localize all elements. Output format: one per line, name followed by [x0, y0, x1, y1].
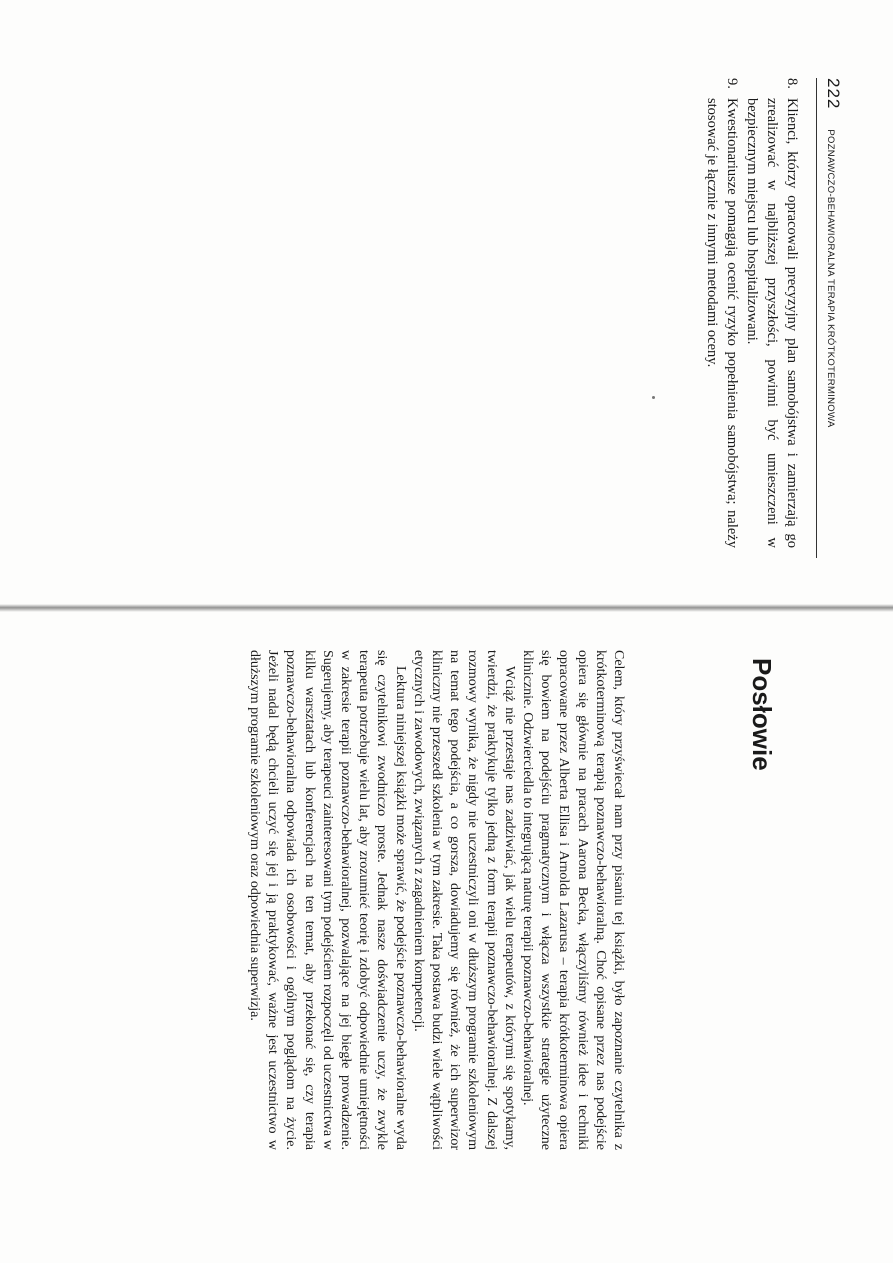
chapter-title: Posłowie [747, 658, 777, 771]
list-item [702, 78, 742, 548]
running-head-title: POZNAWCZO-BEHAWIORALNA TERAPIA KRÓTKOTERMINOWA [825, 129, 836, 428]
numbered-notes [702, 78, 802, 548]
note-text: Kwestionariusze pomagają ocenić ryzyko popełnienia samobójstwa; należy stosować je łącznie z innymi metodami oceny. [704, 98, 740, 548]
note-number: 8. [784, 78, 800, 89]
list-item [742, 78, 802, 548]
book-spine-shadow [0, 604, 893, 612]
page-number: 222 [824, 78, 843, 110]
note-text: Klienci, którzy opracowali precyzyjny plan samobójstwa i zamierzają go zrealizować w najbliższej przyszłości, powinni być umieszczeni w bezpiecznym miejscu lub hospitalizowani. [744, 98, 800, 548]
paragraph: Celem, który przyświecał nam przy pisaniu tej książki, było zapoznanie czytelnika z krótkoterminową terapią poznawczo-behawioralną. Choć opisane przez nas podejście opiera się głównie na pracach Aarona Becka, włączyliśmy również idee i techniki opracowane przez Alberta Ellisa i Arnolda Lazarusa – terapia krótkoterminowa opiera się bowiem na podejściu pragmatycznym i włącza wszystkie strategie użyteczne klinicznie. Odzwierciedla to integrującą naturę terapii poznawczo-behawioralnej. [519, 650, 626, 1150]
right-page [23, 650, 843, 1170]
paragraph: Wciąż nie przestaje nas zadziwiać, jak wielu terapeutów, z którymi się spotykamy, twierdzi, że praktykuje tylko jedną z form terapii poznawczo-behawioralnej. Z dalszej rozmowy wynika, że nigdy nie uczestniczyli oni w dłuższym programie szkoleniowym na temat tego podejścia, a co gorsza, dowiadujemy się również, że ich superwizor kliniczny nie przeszedł szkolenia w tym zakresie. Taka postawa budzi wiele wątpliwości etycznych i zawodowych, związanych z zagadnieniem kompetencji. [410, 650, 517, 1150]
paragraph: Lektura niniejszej książki może sprawić, że podejście poznawczo-behawioralne wyda się czytelnikowi zwodniczo proste. Jednak nasze doświadczenie uczy, że zwykle terapeuta potrzebuje wielu lat, aby zrozumieć teorię i zdobyć odpowiednie umiejętności w zakresie terapii poznawczo-behawioralnej, pozwalające na jej biegłe prowadzenie. Sugerujemy, aby terapeuci zainteresowani tym podejściem rozpoczęli od uczestnictwa w kilku warsztatach lub konferencjach na ten temat, aby przekonać się, czy terapia poznawczo-behawioralna odpowiada ich osobowości i ogólnym poglądom na życie. Jeżeli nadal będą chcieli uczyć się jej i ją praktykować, ważne jest uczestnictwo w dłuższym programie szkoleniowym oraz odpowiednia superwizja. [246, 650, 408, 1150]
note-number: 9. [724, 78, 740, 89]
body-text [245, 650, 627, 1150]
scan-speck [652, 396, 655, 399]
left-page [43, 78, 843, 578]
running-head [816, 78, 843, 558]
